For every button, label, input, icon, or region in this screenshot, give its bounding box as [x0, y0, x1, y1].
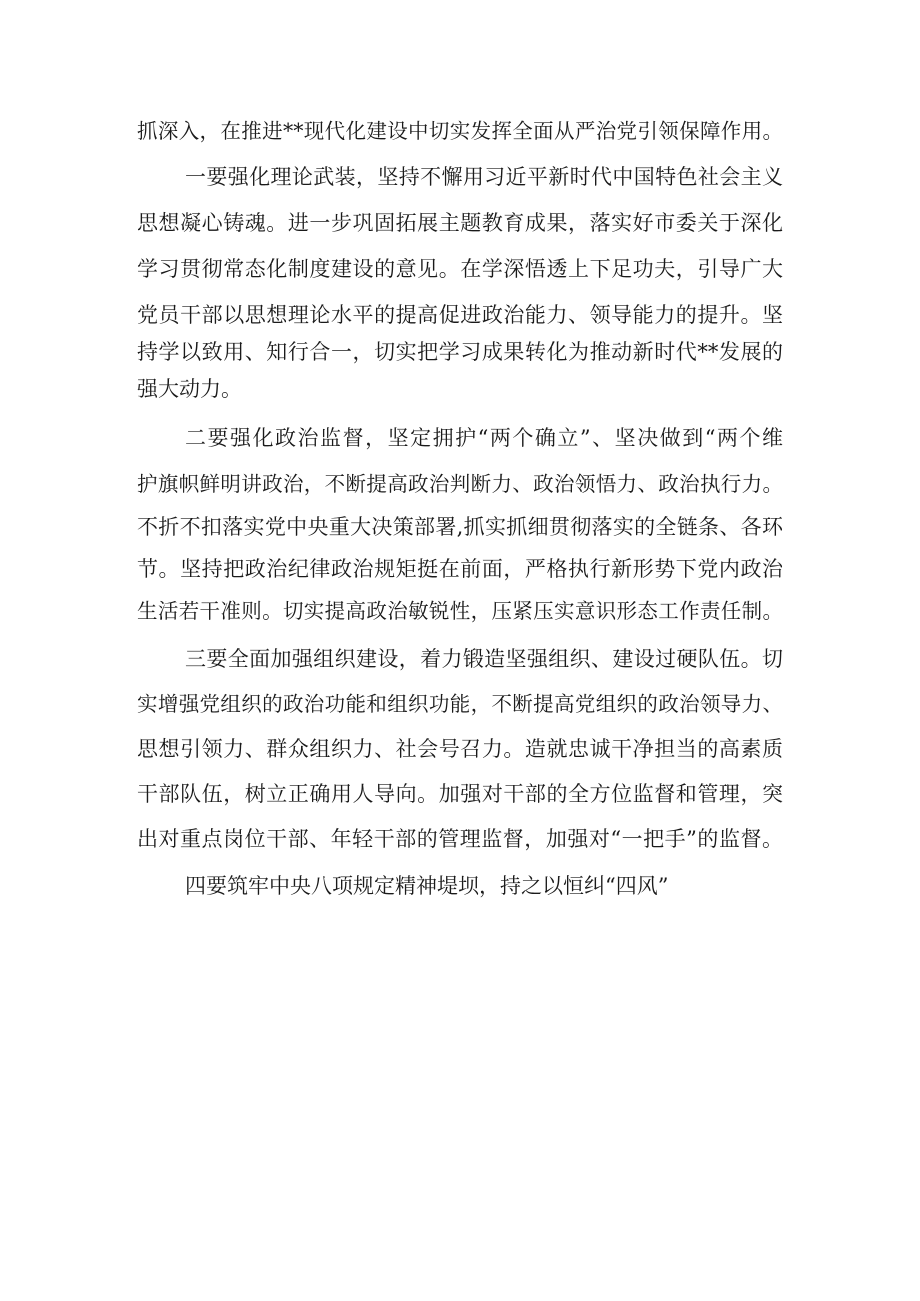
paragraph-line: 干部队伍，树立正确用人导向。加强对干部的全方位监督和管理，突	[137, 782, 783, 806]
paragraph-line: 实增强党组织的政治功能和组织功能，不断提高党组织的政治领导力、	[137, 692, 783, 716]
paragraph-line: 抓深入，在推进**现代化建设中切实发挥全面从严治党引领保障作用。	[137, 119, 783, 143]
paragraph-line: 二要强化政治监督，坚定拥护“两个确立”、坚决做到“两个维	[185, 426, 783, 450]
paragraph-line: 党员干部以思想理论水平的提高促进政治能力、领导能力的提升。坚	[137, 303, 783, 327]
paragraph-line: 三要全面加强组织建设，着力锻造坚强组织、建设过硬队伍。切	[185, 647, 783, 671]
paragraph-line: 四要筑牢中央八项规定精神堤坝，持之以恒纠“四风”	[185, 874, 669, 898]
paragraph-line: 一要强化理论武装，坚持不懈用习近平新时代中国特色社会主义	[185, 165, 783, 189]
paragraph-line: 持学以致用、知行合一，切实把学习成果转化为推动新时代**发展的	[137, 340, 783, 364]
paragraph-line: 思想引领力、群众组织力、社会号召力。造就忠诚干净担当的高素质	[137, 737, 783, 761]
paragraph-line: 出对重点岗位干部、年轻干部的管理监督，加强对“一把手”的监督。	[137, 827, 783, 851]
paragraph-line: 护旗帜鲜明讲政治，不断提高政治判断力、政治领悟力、政治执行力。	[137, 472, 783, 496]
paragraph-line: 强大动力。	[137, 377, 242, 401]
paragraph-line: 生活若干准则。切实提高政治敏锐性，压紧压实意识形态工作责任制。	[137, 599, 783, 623]
paragraph-line: 思想凝心铸魂。进一步巩固拓展主题教育成果，落实好市委关于深化	[137, 211, 783, 235]
paragraph-line: 学习贯彻常态化制度建设的意见。在学深悟透上下足功夫，引导广大	[137, 257, 783, 281]
paragraph-line: 不折不扣落实党中央重大决策部署,抓实抓细贯彻落实的全链条、各环	[137, 515, 783, 539]
paragraph-line: 节。坚持把政治纪律政治规矩挺在前面，严格执行新形势下党内政治	[137, 557, 783, 581]
